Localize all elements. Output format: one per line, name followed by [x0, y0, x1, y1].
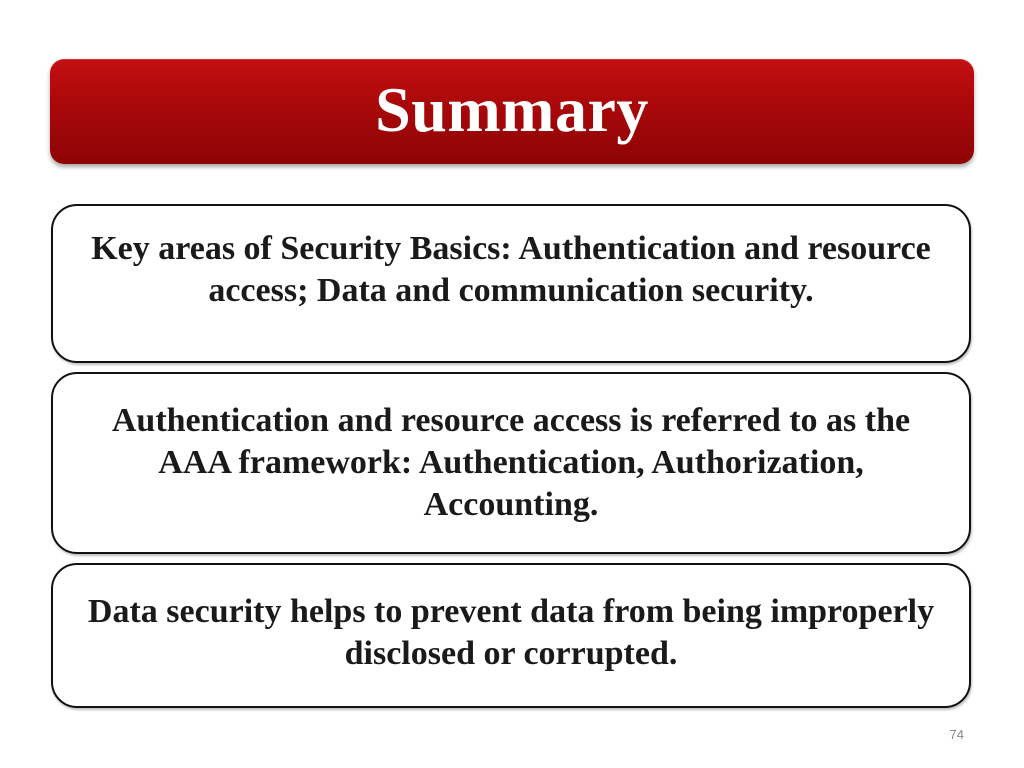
summary-text-2: Authentication and resource access is referred to as the AAA framework: Authentication, Authorization, Accounting.	[111, 402, 911, 523]
page-number: 74	[949, 727, 964, 742]
summary-text-1: Key areas of Security Basics: Authentication and resource access; Data and communication security.	[91, 230, 931, 309]
summary-box-1	[51, 204, 971, 363]
summary-box-3	[51, 563, 971, 708]
title-banner	[50, 59, 974, 164]
summary-box-2	[51, 372, 971, 554]
summary-text-3: Data security helps to prevent data from being improperly disclosed or corrupted.	[87, 592, 935, 672]
slide-title: Summary	[375, 73, 649, 145]
